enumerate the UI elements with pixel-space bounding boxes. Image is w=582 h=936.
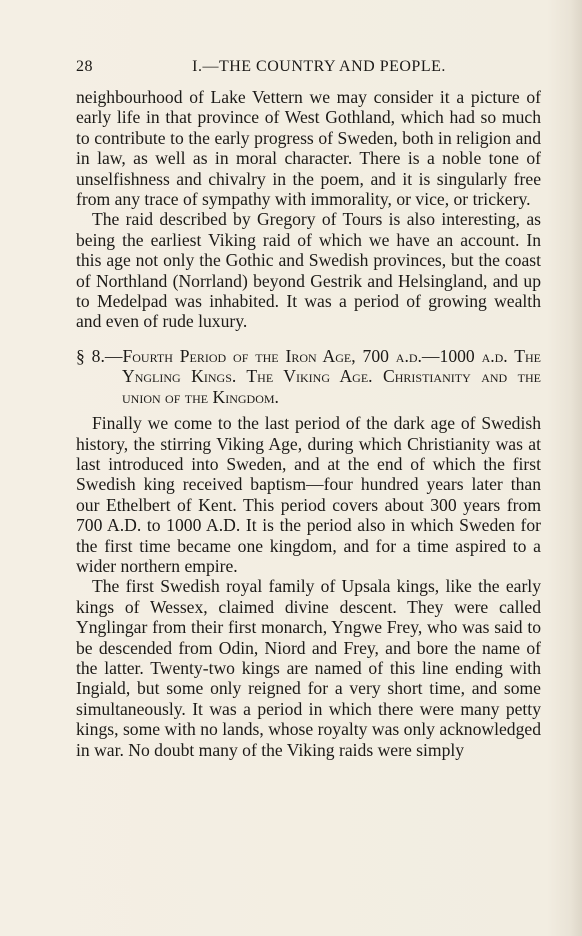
section-number: § 8.— [76, 345, 123, 366]
running-title: I.—THE COUNTRY AND PEOPLE. [192, 58, 446, 75]
section-heading [76, 346, 541, 407]
paragraph: The first Swedish royal family of Upsala kings, like the early kings of Wessex, claimed divine descent. They were called Ynglingar from their first monarch, Yngwe Frey, who was said to be descended from Odin, Niord and Frey, and bore the name of the latter. Twenty-two kings are named of this line ending with Ingiald, but some only reigned for a very short time, and some simultaneously. It was a period in which there were many petty kings, some with no lands, whose royalty was only acknowledged in war. No doubt many of the Viking raids were simply [76, 576, 541, 760]
section-title: Fourth Period of the Iron Age, 700 a.d.—1000 a.d. The Yngling Kings. The Viking Age. Christianity and the union of the Kingdom. [122, 345, 542, 407]
body-text [76, 87, 541, 760]
paragraph: neighbourhood of Lake Vettern we may consider it a picture of early life in that province of West Gothland, which had so much to contribute to the early progress of Sweden, both in religion and in law, as well as in moral character. There is a noble tone of unselfishness and chivalry in the poem, and it is singularly free from any trace of sympathy with immorality, or vice, or trickery. [76, 87, 541, 210]
paragraph: Finally we come to the last period of the dark age of Swedish history, the stirring Viking Age, during which Christianity was at last introduced into Sweden, and at the end of which the first Swedish king received baptism—four hundred years later than our Ethelbert of Kent. This period covers about 300 years from 700 A.D. to 1000 A.D. It is the period also in which Sweden for the first time became one kingdom, and for a time aspired to a wider northern empire. [76, 413, 541, 576]
paragraph: The raid described by Gregory of Tours is also interesting, as being the earliest Viking raid of which we have an account. In this age not only the Gothic and Swedish provinces, but the coast of Northland (Norrland) beyond Gestrik and Helsingland, and up to Medelpad was inhabited. It was a period of growing wealth and even of rude luxury. [76, 209, 541, 332]
page-header [76, 58, 540, 82]
page-number: 28 [76, 58, 93, 75]
